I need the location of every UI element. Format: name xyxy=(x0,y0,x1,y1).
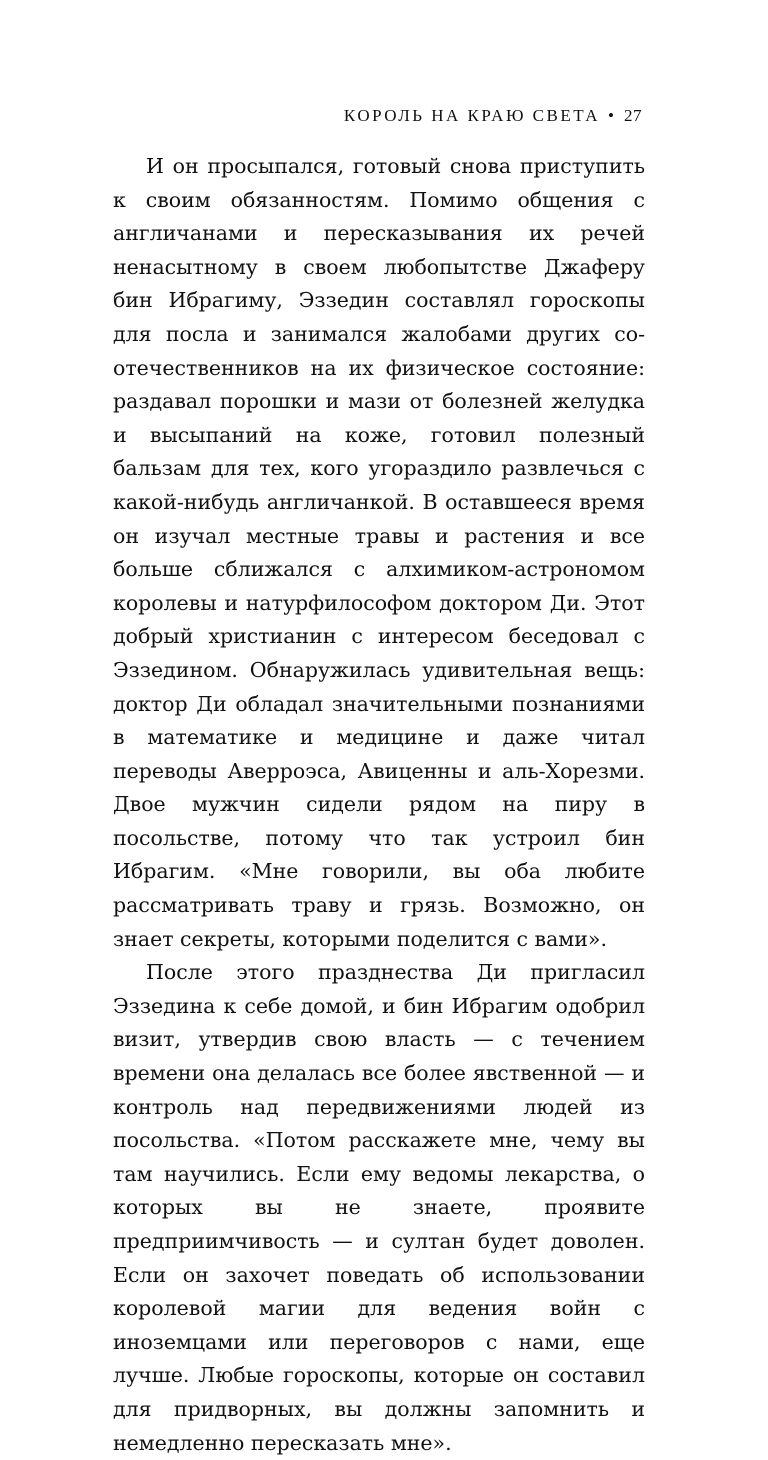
header-separator: • xyxy=(608,106,614,125)
paragraph-2: После этого празднества Ди пригласил Эззедина к себе домой, и бин Ибрагим одобрил визит, утвердив свою власть — с течением времени она делалась все более явственной — и контроль над передвижениями людей из посольства. «Потом расскажете мне, чему вы там научились. Если ему ведомы лекарства, о которых вы не знаете, проявите предприимчивость — и султан будет доволен. Если он захочет поведать об использовании королевой магии для ведения войн с иноземцами или переговоров с нами, еще лучше. Любые гороскопы, которые он составил для придворных, вы должны запомнить и немедленно пересказать мне». xyxy=(113,960,645,1455)
book-title: КОРОЛЬ НА КРАЮ СВЕТА xyxy=(343,106,601,125)
body-text xyxy=(113,150,645,1460)
paragraph-1: И он просыпался, готовый снова приступить к своим обязанностям. Помимо общения с англичанами и пересказывания их речей ненасытному в своем любопытстве Джаферу бин Ибрагиму, Эззедин составлял гороскопы для посла и занимался жалобами других соотечественников на их физическое состояние: раздавал порошки и мази от болезней желудка и высыпаний на коже, готовил полезный бальзам для тех, кого угораздило развлечься с какой-нибудь англичанкой. В оставшееся время он изучал местные травы и растения и все больше сближался с алхимиком-астрономом королевы и натурфилософом доктором Ди. Этот добрый христианин с интересом беседовал с Эззедином. Обнаружилась удивительная вещь: доктор Ди обладал значительными познаниями в математике и медицине и даже читал переводы Аверроэса, Авиценны и аль-Хорезми. Двое мужчин сидели рядом на пиру в посольстве, потому что так устроил бин Ибрагим. «Мне говорили, вы оба любите рассматривать траву и грязь. Возможно, он знает секреты, которыми поделится с вами». xyxy=(113,154,645,951)
running-head xyxy=(344,104,642,128)
page-number: 27 xyxy=(624,106,642,125)
